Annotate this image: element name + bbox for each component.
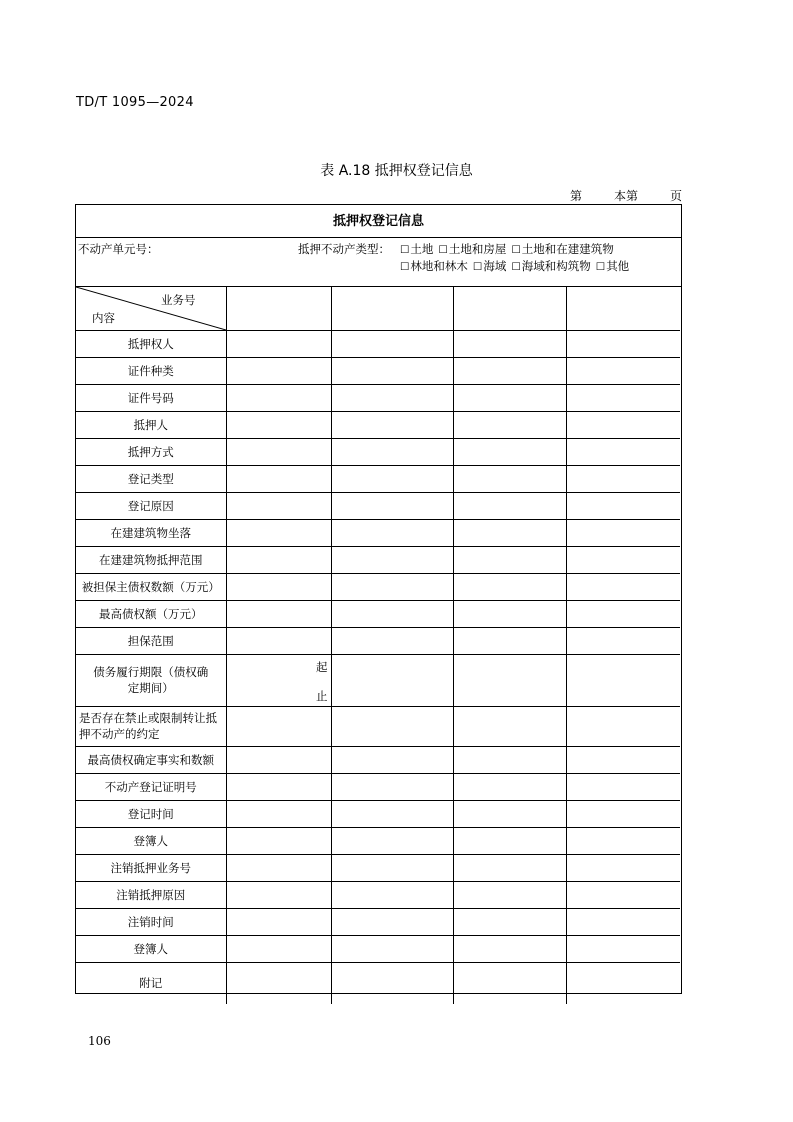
table-row [76,411,680,438]
value-cell[interactable] [566,519,680,546]
value-cell[interactable] [226,492,331,519]
value-cell[interactable] [453,411,566,438]
value-cell[interactable] [453,465,566,492]
table-row [76,881,680,908]
table-row [76,654,680,706]
value-cell[interactable] [331,773,453,800]
period-end-label: 止 [316,688,328,703]
value-cell[interactable] [226,962,331,1004]
value-cell[interactable] [226,773,331,800]
value-cell[interactable] [453,773,566,800]
value-cell[interactable] [226,519,331,546]
period-start-label: 起 [316,659,328,674]
value-cell[interactable] [566,546,680,573]
value-cell[interactable] [566,573,680,600]
value-cell[interactable] [331,706,453,746]
type-option-checkbox[interactable]: ☐ 其他 [596,259,629,273]
value-cell[interactable] [566,827,680,854]
row-label: 担保范围 [76,627,226,654]
table-row [76,854,680,881]
row-label: 登记原因 [76,492,226,519]
table-row [76,935,680,962]
property-type-label: 抵押不动产类型： [298,242,390,256]
form-grid [76,287,680,1004]
row-label: 债务履行期限（债权确定期间） [76,654,226,706]
value-cell[interactable] [453,357,566,384]
page-counter [570,187,682,204]
value-cell[interactable] [453,330,566,357]
value-cell[interactable] [331,962,453,1004]
value-cell[interactable] [566,962,680,1004]
table-row [76,438,680,465]
table-row [76,465,680,492]
row-label: 注销抵押业务号 [76,854,226,881]
value-cell[interactable] [226,881,331,908]
table-row [76,800,680,827]
value-cell[interactable] [331,935,453,962]
type-option-checkbox[interactable]: ☐ 林地和林木 [400,259,468,273]
value-cell[interactable] [453,746,566,773]
diagonal-header-cell [76,287,226,330]
table-row [76,627,680,654]
value-cell[interactable] [453,908,566,935]
row-label: 证件种类 [76,357,226,384]
value-cell[interactable] [566,438,680,465]
value-cell[interactable] [226,546,331,573]
value-cell[interactable] [331,330,453,357]
value-cell[interactable] [566,706,680,746]
value-cell[interactable] [226,854,331,881]
value-cell[interactable] [566,773,680,800]
value-cell[interactable] [453,881,566,908]
row-label: 抵押权人 [76,330,226,357]
value-cell[interactable] [566,287,680,330]
row-label: 证件号码 [76,384,226,411]
value-cell[interactable] [566,384,680,411]
table-row [76,962,680,1004]
standard-code: TD/T 1095—2024 [76,95,194,110]
value-cell[interactable] [566,854,680,881]
table-row [76,773,680,800]
value-cell[interactable] [331,827,453,854]
value-cell[interactable] [226,600,331,627]
value-cell[interactable] [226,330,331,357]
value-cell[interactable] [331,287,453,330]
value-cell[interactable] [331,411,453,438]
value-cell[interactable] [331,600,453,627]
mortgage-registration-form [75,204,682,994]
value-cell[interactable] [453,519,566,546]
value-cell[interactable] [331,854,453,881]
value-cell[interactable] [453,492,566,519]
table-row [76,384,680,411]
row-label: 被担保主债权数额（万元） [76,573,226,600]
page-counter-part: 页 [669,189,682,203]
page-number: 106 [88,1034,111,1048]
value-cell[interactable] [331,654,453,706]
value-cell[interactable] [331,519,453,546]
value-cell[interactable] [453,627,566,654]
value-cell[interactable] [331,627,453,654]
table-row [76,827,680,854]
period-cell[interactable] [226,654,331,706]
row-label: 不动产登记证明号 [76,773,226,800]
table-row [76,600,680,627]
value-cell[interactable] [331,357,453,384]
value-cell[interactable] [226,908,331,935]
value-cell[interactable] [226,411,331,438]
value-cell[interactable] [226,465,331,492]
property-type-options [400,241,680,275]
form-table [76,287,680,1004]
value-cell[interactable] [453,573,566,600]
table-row [76,546,680,573]
row-label: 注销时间 [76,908,226,935]
row-label: 抵押人 [76,411,226,438]
value-cell[interactable] [331,746,453,773]
value-cell[interactable] [331,800,453,827]
value-cell[interactable] [226,287,331,330]
value-cell[interactable] [566,411,680,438]
table-row [76,706,680,746]
content-header: 内容 [92,310,115,325]
table-row [76,746,680,773]
row-label: 抵押方式 [76,438,226,465]
page-counter-part: 第 [570,189,583,203]
value-cell[interactable] [566,492,680,519]
form-header: 抵押权登记信息 [76,205,681,238]
page-counter-part: 本第 [613,189,638,203]
value-cell[interactable] [226,746,331,773]
value-cell[interactable] [331,881,453,908]
value-cell[interactable] [566,881,680,908]
value-cell[interactable] [566,908,680,935]
value-cell[interactable] [226,384,331,411]
value-cell[interactable] [566,654,680,706]
row-label: 在建建筑物抵押范围 [76,546,226,573]
value-cell[interactable] [453,384,566,411]
type-option-checkbox[interactable]: ☐ 土地 [400,242,433,256]
value-cell[interactable] [566,935,680,962]
value-cell[interactable] [566,600,680,627]
value-cell[interactable] [331,465,453,492]
value-cell[interactable] [331,908,453,935]
value-cell[interactable] [453,600,566,627]
row-label: 最高债权额（万元） [76,600,226,627]
value-cell[interactable] [566,627,680,654]
value-cell[interactable] [453,287,566,330]
value-cell[interactable] [453,962,566,1004]
value-cell[interactable] [226,627,331,654]
value-cell[interactable] [226,357,331,384]
table-row [76,357,680,384]
value-cell[interactable] [331,492,453,519]
table-row [76,330,680,357]
value-cell[interactable] [226,706,331,746]
value-cell[interactable] [566,465,680,492]
value-cell[interactable] [226,827,331,854]
table-header-row [76,287,680,330]
property-unit-label: 不动产单元号： [78,242,159,256]
value-cell[interactable] [453,800,566,827]
type-option-checkbox[interactable]: ☐ 海域 [473,259,506,273]
table-row [76,908,680,935]
business-number-header: 业务号 [161,293,196,307]
type-option-checkbox[interactable]: ☐ 土地和房屋 [438,242,506,256]
row-label: 最高债权确定事实和数额 [76,746,226,773]
value-cell[interactable] [453,854,566,881]
value-cell[interactable] [566,746,680,773]
row-label: 登记类型 [76,465,226,492]
value-cell[interactable] [331,438,453,465]
value-cell[interactable] [566,800,680,827]
row-label: 登簿人 [76,935,226,962]
value-cell[interactable] [331,546,453,573]
value-cell[interactable] [226,935,331,962]
value-cell[interactable] [453,706,566,746]
table-row [76,573,680,600]
value-cell[interactable] [453,935,566,962]
value-cell[interactable] [331,384,453,411]
value-cell[interactable] [566,357,680,384]
row-label: 登记时间 [76,800,226,827]
value-cell[interactable] [226,800,331,827]
value-cell[interactable] [453,438,566,465]
value-cell[interactable] [566,330,680,357]
type-option-checkbox[interactable]: ☐ 海域和构筑物 [511,259,590,273]
row-label: 注销抵押原因 [76,881,226,908]
table-row [76,519,680,546]
value-cell[interactable] [453,827,566,854]
table-row [76,492,680,519]
row-label: 在建建筑物坐落 [76,519,226,546]
value-cell[interactable] [226,438,331,465]
value-cell[interactable] [226,573,331,600]
row-label: 登簿人 [76,827,226,854]
value-cell[interactable] [453,546,566,573]
value-cell[interactable] [453,654,566,706]
value-cell[interactable] [331,573,453,600]
row-label: 附记 [76,962,226,1004]
row-label: 是否存在禁止或限制转让抵押不动产的约定 [76,706,226,746]
table-title: 表 A.18 抵押权登记信息 [320,163,473,179]
info-row [76,238,681,287]
type-option-checkbox[interactable]: ☐ 土地和在建建筑物 [511,242,613,256]
